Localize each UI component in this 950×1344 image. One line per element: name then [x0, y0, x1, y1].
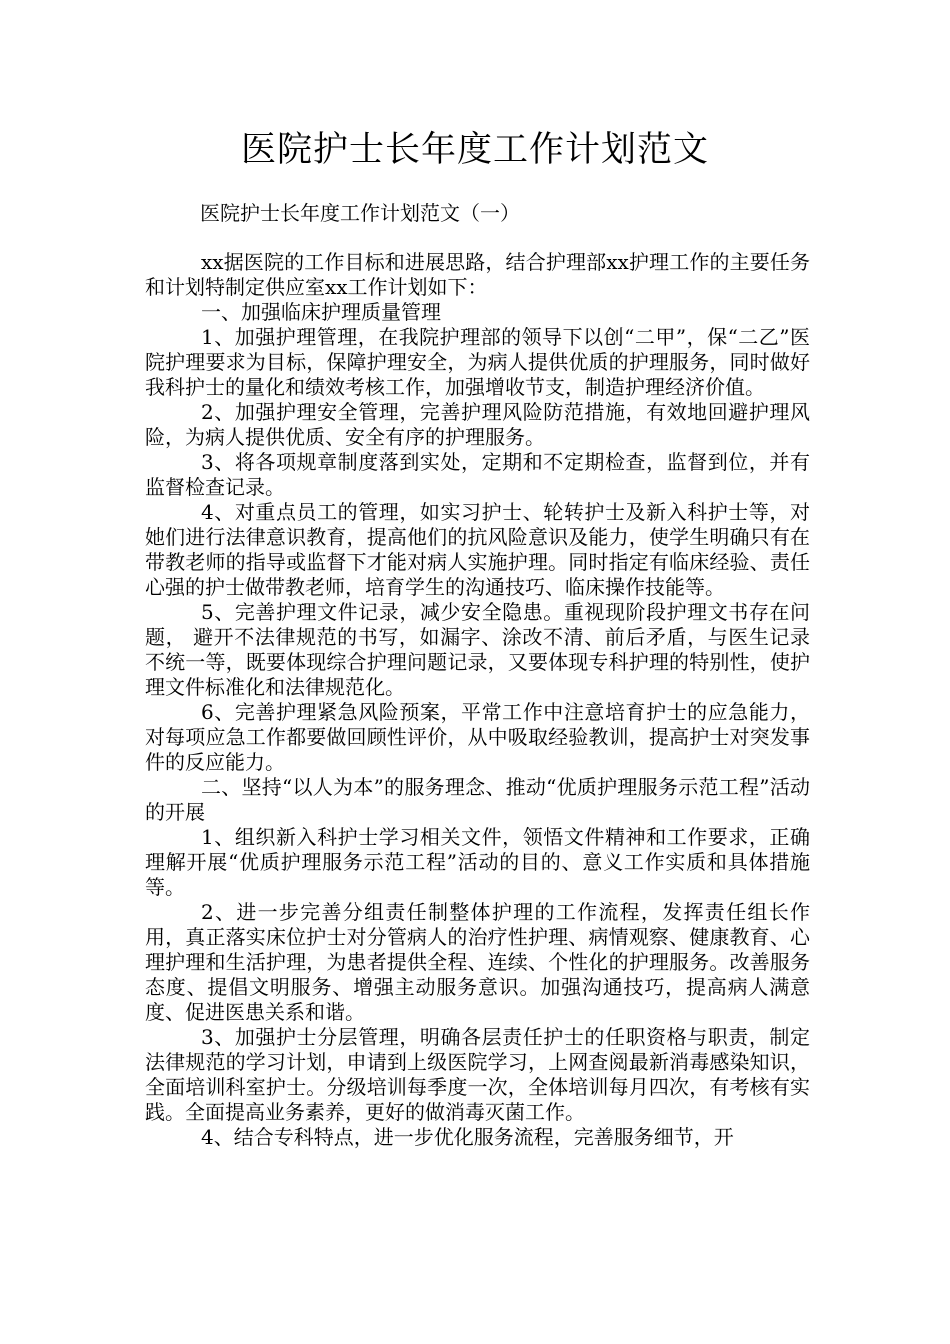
paragraph: 3、加强护士分层管理，明确各层责任护士的任职资格与职责，制定法律规范的学习计划，申请到上级医院学习，上网查阅最新消毒感染知识，全面培训科室护士。分级培训每季度一次，全体培训每月四次，有考核有实践。全面提高业务素养，更好的做消毒灭菌工作。	[145, 1025, 810, 1124]
paragraph: 5、完善护理文件记录，减少安全隐患。重视现阶段护理文书存在问题， 避开不法律规范的书写，如漏字、涂改不清、前后矛盾，与医生记录不统一等，既要体现综合护理问题记录，又要体现专科护理的特别性，使护理文件标准化和法律规范化。	[145, 600, 810, 699]
paragraph: 4、对重点员工的管理，如实习护士、轮转护士及新入科护士等，对她们进行法律意识教育，提高他们的抗风险意识及能力，使学生明确只有在带教老师的指导或监督下才能对病人实施护理。同时指定有临床经验、责任心强的护士做带教老师，培育学生的沟通技巧、临床操作技能等。	[145, 500, 810, 599]
paragraph: 1、组织新入科护士学习相关文件，领悟文件精神和工作要求，正确理解开展“优质护理服务示范工程”活动的目的、意义工作实质和具体措施等。	[145, 825, 810, 899]
paragraph: 2、加强护理安全管理，完善护理风险防范措施，有效地回避护理风险，为病人提供优质、安全有序的护理服务。	[145, 400, 810, 449]
paragraph: 3、将各项规章制度落到实处，定期和不定期检查，监督到位，并有监督检查记录。	[145, 450, 810, 499]
document-subtitle: 医院护士长年度工作计划范文（一）	[200, 201, 520, 225]
paragraph: 6、完善护理紧急风险预案，平常工作中注意培育护士的应急能力，对每项应急工作都要做回顾性评价，从中吸取经验教训，提高护士对突发事件的反应能力。	[145, 700, 810, 774]
paragraph: 1、加强护理管理，在我院护理部的领导下以创“二甲”，保“二乙”医院护理要求为目标，保障护理安全，为病人提供优质的护理服务，同时做好我科护士的量化和绩效考核工作，加强增收节支，制造护理经济价值。	[145, 325, 810, 399]
paragraph: 4、结合专科特点，进一步优化服务流程，完善服务细节，开	[201, 1125, 734, 1149]
section-heading-2: 二、坚持“以人为本”的服务理念、推动“优质护理服务示范工程”活动的开展	[145, 775, 810, 824]
document-body	[145, 250, 810, 1150]
paragraph: 2、进一步完善分组责任制整体护理的工作流程，发挥责任组长作用，真正落实床位护士对分管病人的治疗性护理、病情观察、健康教育、心理护理和生活护理，为患者提供全程、连续、个性化的护理服务。改善服务态度、提倡文明服务、增强主动服务意识。加强沟通技巧，提高病人满意度、促进医患关系和谐。	[145, 900, 810, 1024]
paragraph-intro: xx据医院的工作目标和进展思路，结合护理部xx护理工作的主要任务和计划特制定供应室xx工作计划如下：	[145, 250, 810, 299]
document-title: 医院护士长年度工作计划范文	[240, 130, 709, 170]
section-heading-1: 一、加强临床护理质量管理	[201, 300, 441, 324]
